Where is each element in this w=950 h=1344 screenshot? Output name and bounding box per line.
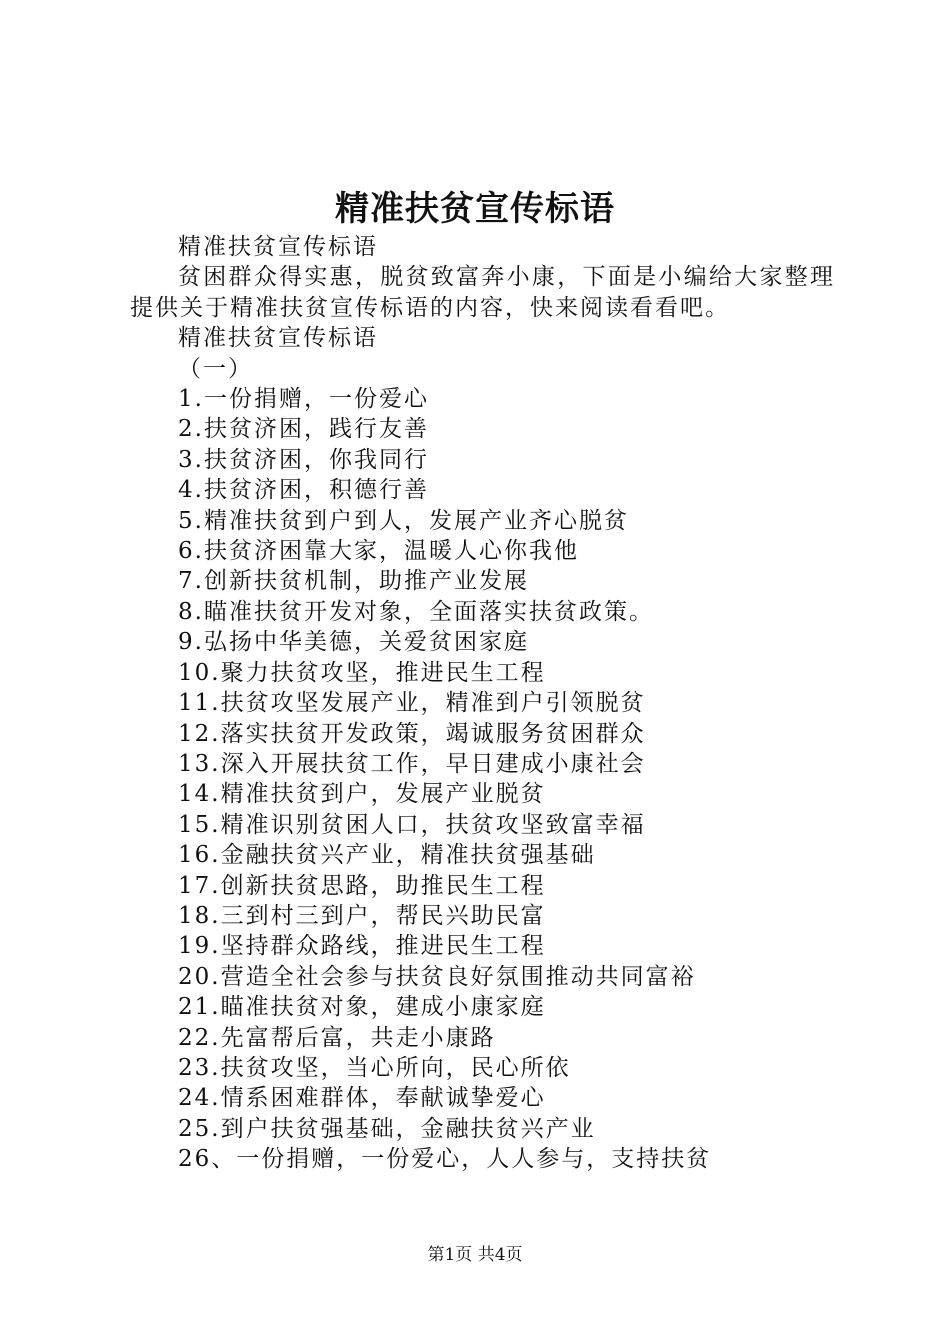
- slogan-item: 6.扶贫济困靠大家，温暖人心你我他: [178, 538, 579, 565]
- document-body: [130, 232, 835, 1175]
- slogan-item: 4.扶贫济困，积德行善: [178, 477, 429, 504]
- slogan-item: 10.聚力扶贫攻坚，推进民生工程: [178, 659, 546, 686]
- slogan-item: 13.深入开展扶贫工作，早日建成小康社会: [178, 750, 646, 777]
- slogan-item: 26、一份捐赠，一份爱心，人人参与，支持扶贫: [178, 1146, 712, 1173]
- section-heading: 精准扶贫宣传标语: [178, 325, 378, 352]
- slogan-item: 2.扶贫济困，践行友善: [178, 416, 429, 443]
- slogan-item: 12.落实扶贫开发政策，竭诚服务贫困群众: [178, 720, 646, 747]
- slogan-item: 15.精准识别贫困人口，扶贫攻坚致富幸福: [178, 811, 646, 838]
- slogan-item: 7.创新扶贫机制，助推产业发展: [178, 568, 529, 595]
- slogan-item: 21.瞄准扶贫对象，建成小康家庭: [178, 994, 546, 1021]
- slogan-item: 25.到户扶贫强基础，金融扶贫兴产业: [178, 1115, 596, 1142]
- slogan-item: 9.弘扬中华美德，关爱贫困家庭: [178, 629, 529, 656]
- slogan-item: 14.精准扶贫到户，发展产业脱贫: [178, 781, 546, 808]
- slogan-item: 23.扶贫攻坚，当心所向，民心所依: [178, 1054, 571, 1081]
- intro-paragraph: 贫困群众得实惠，脱贫致富奔小康，下面是小编给大家整理提供关于精准扶贫宣传标语的内容，快来阅读看看吧。: [130, 264, 835, 321]
- slogan-item: 19.坚持群众路线，推进民生工程: [178, 933, 546, 960]
- slogan-item: 5.精准扶贫到户到人，发展产业齐心脱贫: [178, 507, 629, 534]
- slogan-item: 17.创新扶贫思路，助推民生工程: [178, 872, 546, 899]
- slogan-item: 11.扶贫攻坚发展产业，精准到户引领脱贫: [178, 690, 646, 717]
- document-subtitle: 精准扶贫宣传标语: [178, 234, 378, 260]
- document-title: 精准扶贫宣传标语: [335, 189, 615, 229]
- slogan-item: 1.一份捐赠，一份爱心: [178, 386, 429, 413]
- slogan-item: 8.瞄准扶贫开发对象，全面落实扶贫政策。: [178, 598, 654, 625]
- slogan-item: 18.三到村三到户，帮民兴助民富: [178, 902, 546, 929]
- page-footer: 第1页 共4页: [427, 1245, 523, 1265]
- slogan-item: 22.先富帮后富，共走小康路: [178, 1024, 496, 1051]
- section-number: （一）: [178, 355, 253, 382]
- slogan-list: [130, 384, 835, 1175]
- slogan-item: 3.扶贫济困，你我同行: [178, 446, 429, 473]
- slogan-item: 16.金融扶贫兴产业，精准扶贫强基础: [178, 842, 596, 869]
- slogan-item: 24.情系困难群体，奉献诚挚爱心: [178, 1085, 546, 1112]
- slogan-item: 20.营造全社会参与扶贫良好氛围推动共同富裕: [178, 963, 696, 990]
